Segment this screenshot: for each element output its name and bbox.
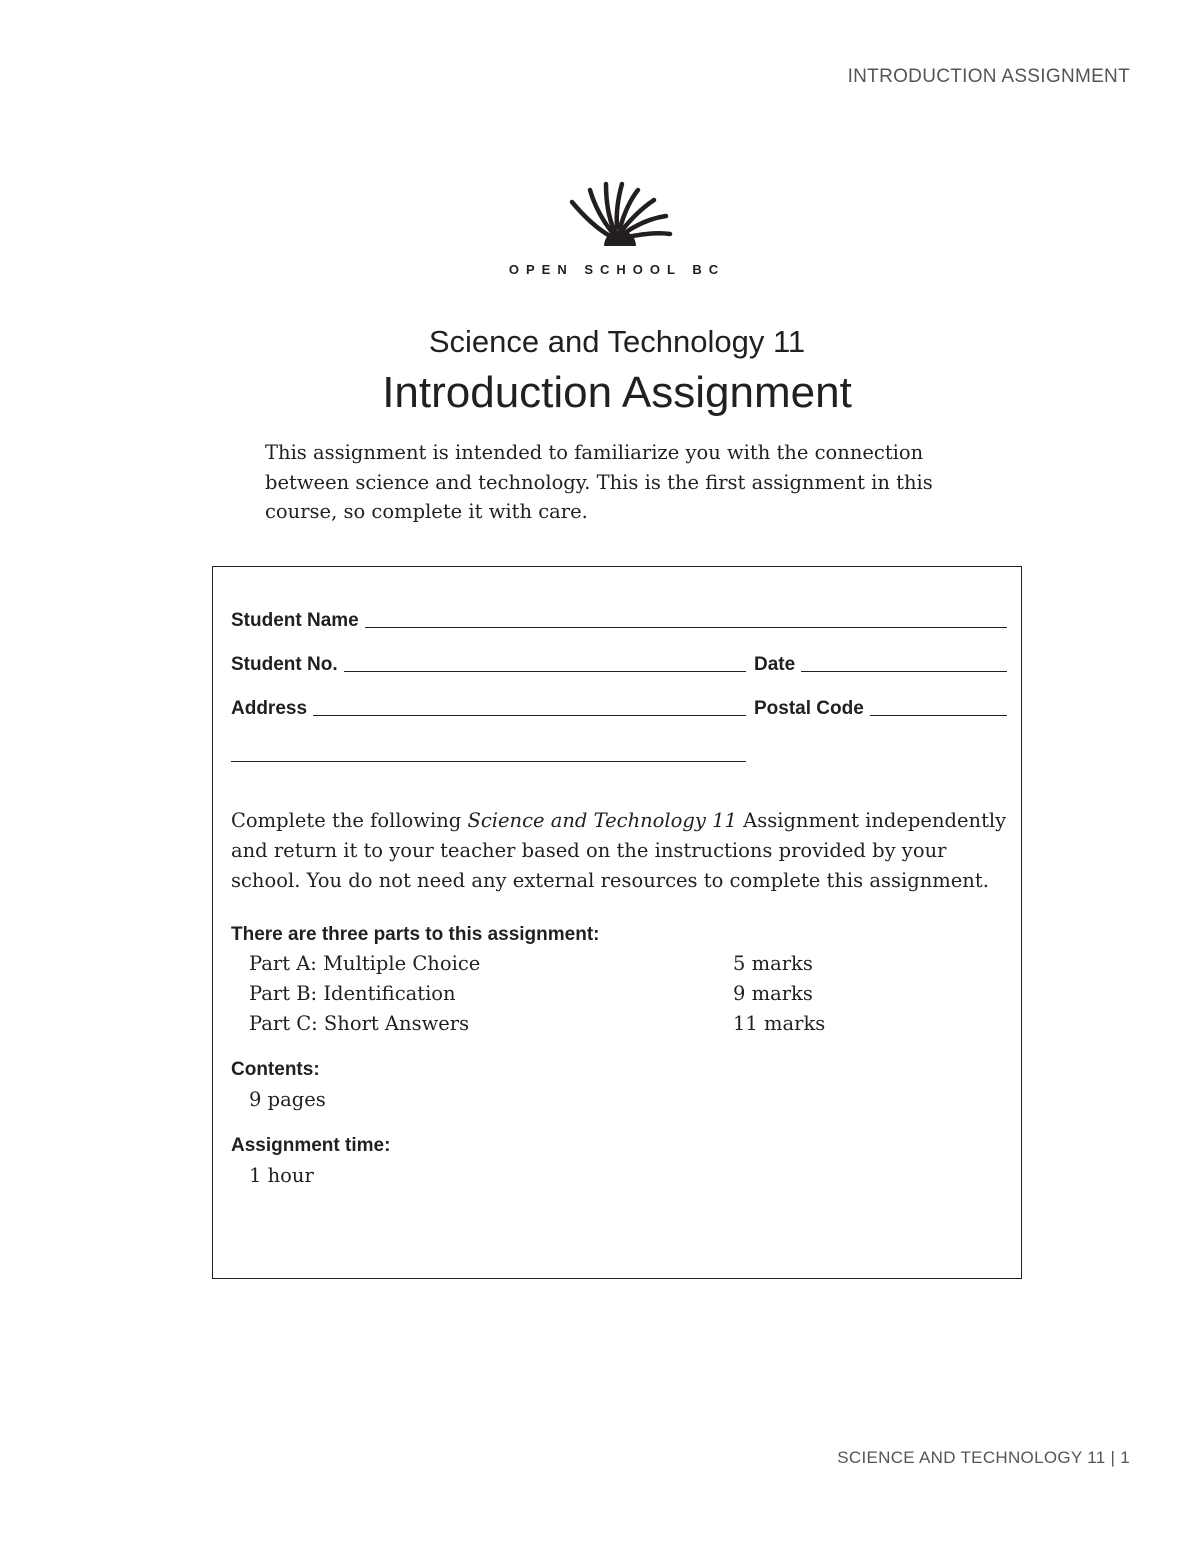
instructions-paragraph [231,806,1011,896]
instructions-after: Assignment independently and return it to your teacher based on the instructions provided by your school. You do not need any external resources to complete this assignment. [231,809,1007,892]
instructions-before: Complete the following [231,809,468,832]
course-subtitle: Science and Technology 11 [428,324,806,359]
address-field[interactable] [231,698,746,720]
contents-heading: Contents: [231,1059,320,1080]
student-name-line[interactable] [365,626,1007,628]
page-footer: SCIENCE AND TECHNOLOGY 11 | 1 [837,1448,1130,1467]
time-heading: Assignment time: [231,1135,391,1156]
date-field[interactable] [754,654,1007,676]
address-line[interactable] [313,714,746,716]
address-label: Address [231,698,308,719]
part-b-marks: 9 marks [733,982,813,1005]
time-value: 1 hour [249,1164,314,1187]
date-label: Date [754,654,796,675]
course-name-italic: Science and Technology 11 [467,809,737,832]
open-school-bc-logo [560,176,680,246]
running-header: INTRODUCTION ASSIGNMENT [847,66,1130,87]
part-c-marks: 11 marks [733,1012,826,1035]
part-a-name: Part A: Multiple Choice [249,952,481,975]
part-c-name: Part C: Short Answers [249,1012,470,1035]
intro-paragraph: This assignment is intended to familiarize you with the connection between science and technology. This is the first assignment in this course, so complete it with care. [265,441,933,523]
postal-code-field[interactable] [754,698,1007,720]
student-no-line[interactable] [344,670,746,672]
postal-code-label: Postal Code [754,698,864,719]
part-b-name: Part B: Identification [249,982,456,1005]
student-name-field[interactable] [231,610,1007,632]
contents-value: 9 pages [249,1088,326,1111]
student-name-label: Student Name [231,610,359,631]
page-title: Introduction Assignment [382,368,852,417]
address-line-2[interactable] [231,761,746,762]
student-no-label: Student No. [231,654,338,675]
student-no-field[interactable] [231,654,746,676]
postal-code-line[interactable] [870,714,1007,716]
part-a-marks: 5 marks [733,952,813,975]
date-line[interactable] [801,670,1007,672]
logo-wordmark: OPEN SCHOOL BC [508,262,726,277]
parts-heading: There are three parts to this assignment: [231,924,600,945]
